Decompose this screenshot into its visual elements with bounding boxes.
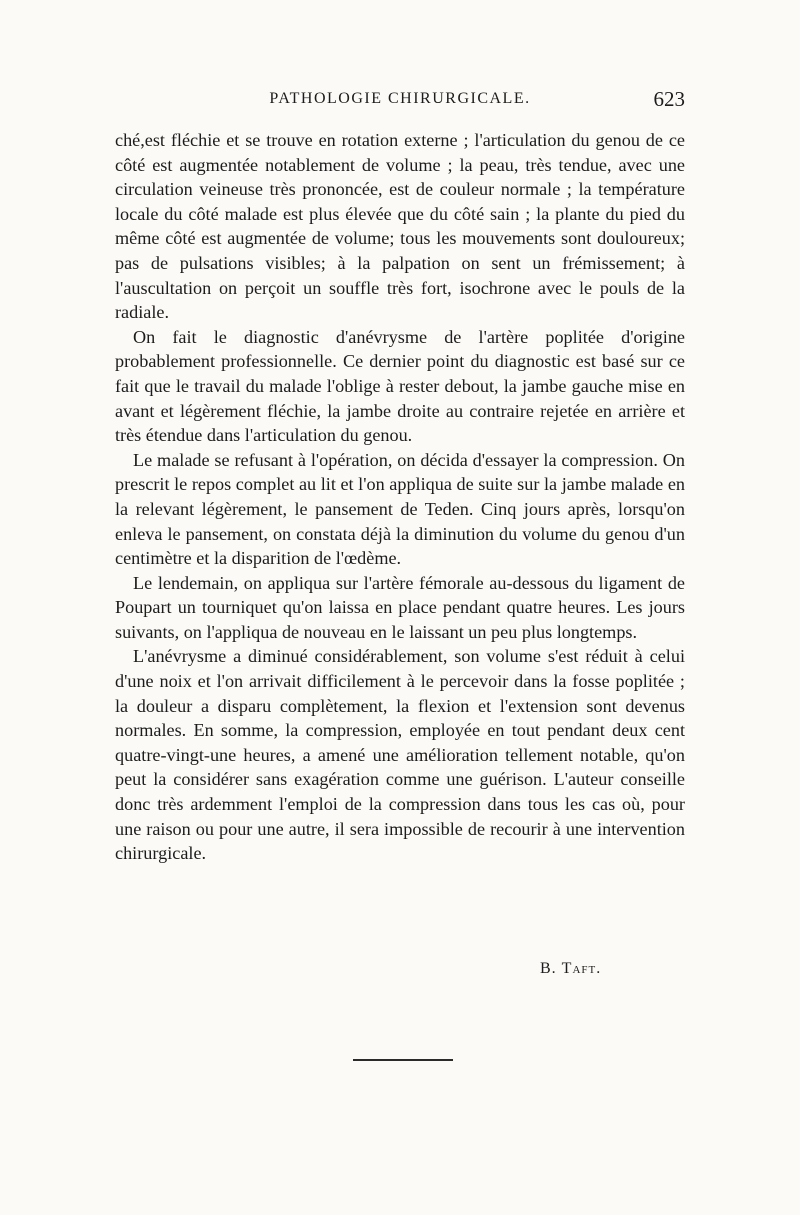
author-initial: B. xyxy=(540,960,557,977)
author-signature xyxy=(540,960,601,978)
page-number: 623 xyxy=(653,87,685,111)
paragraph-2: On fait le diagnostic d'anévrysme de l'artère poplitée d'origine probablement professionnelle. Ce dernier point du diagnostic est basé sur ce fait que le travail du malade l'oblige à rester debout, la jambe gauche mise en avant et légèrement fléchie, la jambe droite au contraire rejetée en arrière et très étendue dans l'articulation du genou. xyxy=(115,326,685,446)
running-title: PATHOLOGIE CHIRURGICALE. xyxy=(269,90,531,107)
paragraph-1: ché,est fléchie et se trouve en rotation externe ; l'articulation du genou de ce côté est augmentée notablement de volume ; la peau, très tendue, avec une circulation veineuse très prononcée, est de couleur normale ; la température locale du côté malade est plus élevée que du côté sain ; la plante du pied du même côté est augmentée de volume; tous les mouvements sont douloureux; pas de pulsations visibles; à la palpation on sent un frémissement; à l'auscultation on perçoit un souffle très fort, isochrone avec le pouls de la radiale. xyxy=(115,130,685,323)
paragraph-5: L'anévrysme a diminué considérablement, son volume s'est réduit à celui d'une noix et l'on arrivait difficilement à le percevoir dans la fosse poplitée ; la douleur a disparu complètement, la flexion et l'extension sont devenus normales. En somme, la compression, employée en tout pendant deux cent quatre-vingt-une heures, a amené une amélioration tellement notable, qu'on peut la considérer sans exagération comme une guérison. L'auteur conseille donc très ardemment l'emploi de la compression dans tous les cas où, pour une raison ou pour une autre, il sera impossible de recourir à une intervention chirurgicale. xyxy=(115,646,685,864)
paragraph-3: Le malade se refusant à l'opération, on décida d'essayer la compression. On prescrit le repos complet au lit et l'on appliqua de suite sur la jambe malade en la relevant légèrement, le pansement de Teden. Cinq jours après, lorsqu'on enleva le pansement, on constata déjà la diminution du volume du genou d'un centimètre et la disparition de l'œdème. xyxy=(115,449,685,569)
end-rule xyxy=(353,1059,453,1061)
body-text xyxy=(115,128,685,866)
page-header xyxy=(115,87,685,120)
author-name: Taft. xyxy=(561,960,602,977)
paragraph-4: Le lendemain, on appliqua sur l'artère fémorale au-dessous du ligament de Poupart un tourniquet qu'on laissa en place pendant quatre heures. Les jours suivants, on l'appliqua de nouveau en le laissant un peu plus longtemps. xyxy=(115,572,685,642)
